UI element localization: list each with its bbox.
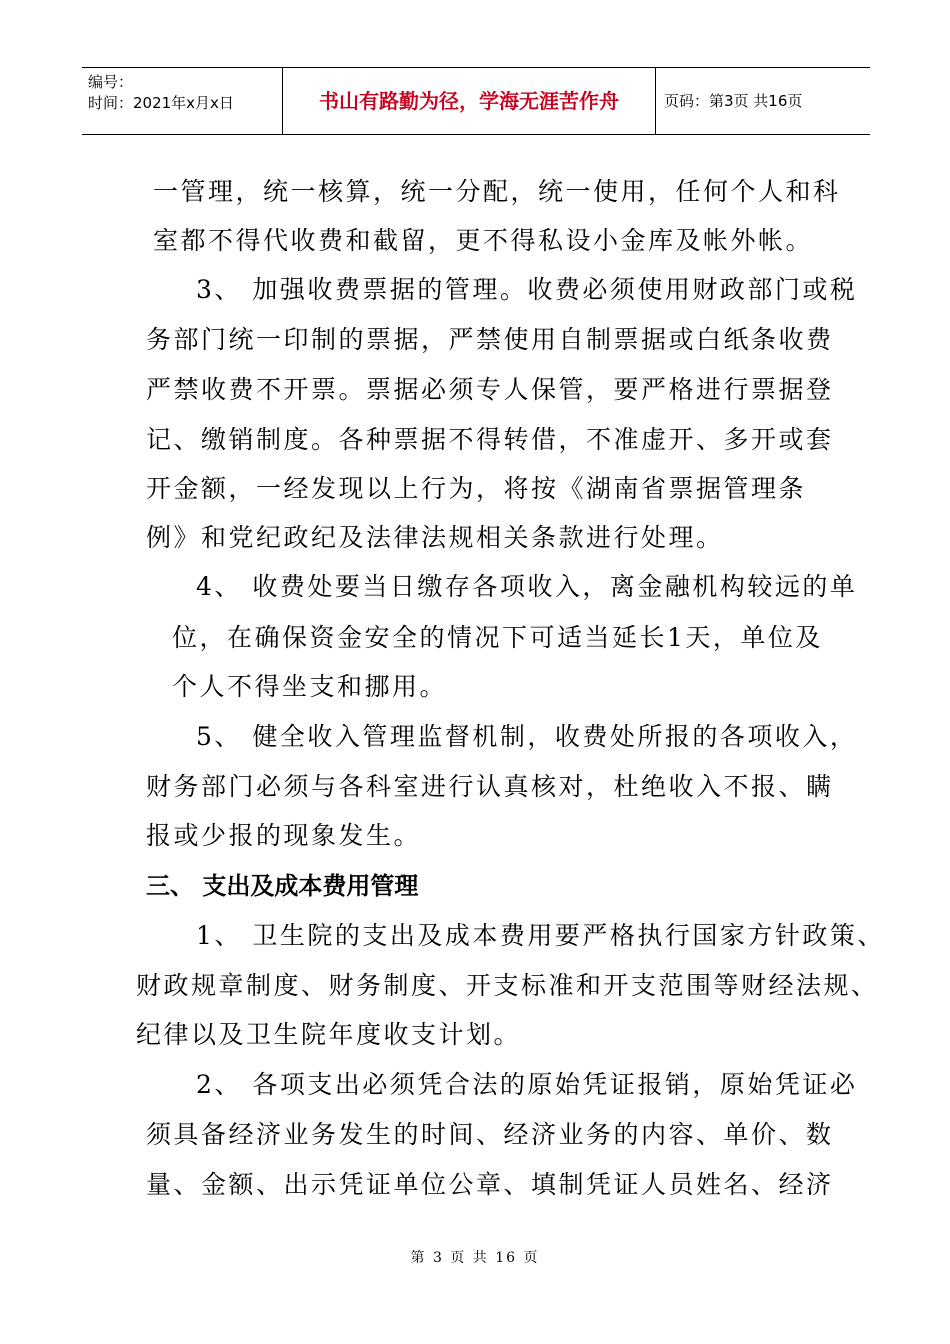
body-line: 报或少报的现象发生。: [146, 821, 422, 850]
body-line: 2、 各项支出必须凭合法的原始凭证报销，原始凭证必: [196, 1070, 858, 1099]
body-line: 位，在确保资金安全的情况下可适当延长1天，单位及: [172, 623, 823, 652]
number-label: 编号：: [88, 73, 134, 91]
body-line: 财政规章制度、财务制度、开支标准和开支范围等财经法规、: [136, 971, 879, 1000]
body-line: 开金额，一经发现以上行为，将按《湖南省票据管理条: [146, 474, 807, 503]
body-line: 须具备经济业务发生的时间、经济业务的内容、单价、数: [146, 1120, 834, 1149]
body-line: 记、缴销制度。各种票据不得转借，不准虚开、多开或套: [146, 425, 834, 454]
body-line: 务部门统一印制的票据，严禁使用自制票据或白纸条收费: [146, 325, 834, 354]
header-motto: 书山有路勤为径，学海无涯苦作舟: [282, 68, 656, 134]
header-page-info: 页码：第3页 共16页: [664, 92, 803, 110]
body-line: 例》和党纪政纪及法律法规相关条款进行处理。: [146, 523, 724, 552]
page-footer: 第 3 页 共 16 页: [410, 1250, 540, 1266]
body-line: 4、 收费处要当日缴存各项收入，离金融机构较远的单: [196, 572, 858, 601]
body-line: 5、 健全收入管理监督机制，收费处所报的各项收入，: [196, 722, 858, 751]
body-line: 个人不得坐支和挪用。: [172, 672, 448, 701]
section-heading: 三、 支出及成本费用管理: [146, 872, 419, 900]
body-line: 量、金额、出示凭证单位公章、填制凭证人员姓名、经济: [146, 1170, 834, 1199]
body-line: 纪律以及卫生院年度收支计划。: [136, 1020, 522, 1049]
time-label: 时间：2021年x月x日: [88, 94, 234, 112]
body-line: 1、 卫生院的支出及成本费用要严格执行国家方针政策、: [196, 921, 885, 950]
body-line: 严禁收费不开票。票据必须专人保管，要严格进行票据登: [146, 375, 834, 404]
body-line: 3、 加强收费票据的管理。收费必须使用财政部门或税: [196, 275, 858, 304]
body-line: 室都不得代收费和截留，更不得私设小金库及帐外帐。: [153, 226, 814, 255]
body-line: 一管理，统一核算，统一分配，统一使用，任何个人和科: [153, 177, 841, 206]
body-line: 财务部门必须与各科室进行认真核对，杜绝收入不报、瞒: [146, 772, 834, 801]
